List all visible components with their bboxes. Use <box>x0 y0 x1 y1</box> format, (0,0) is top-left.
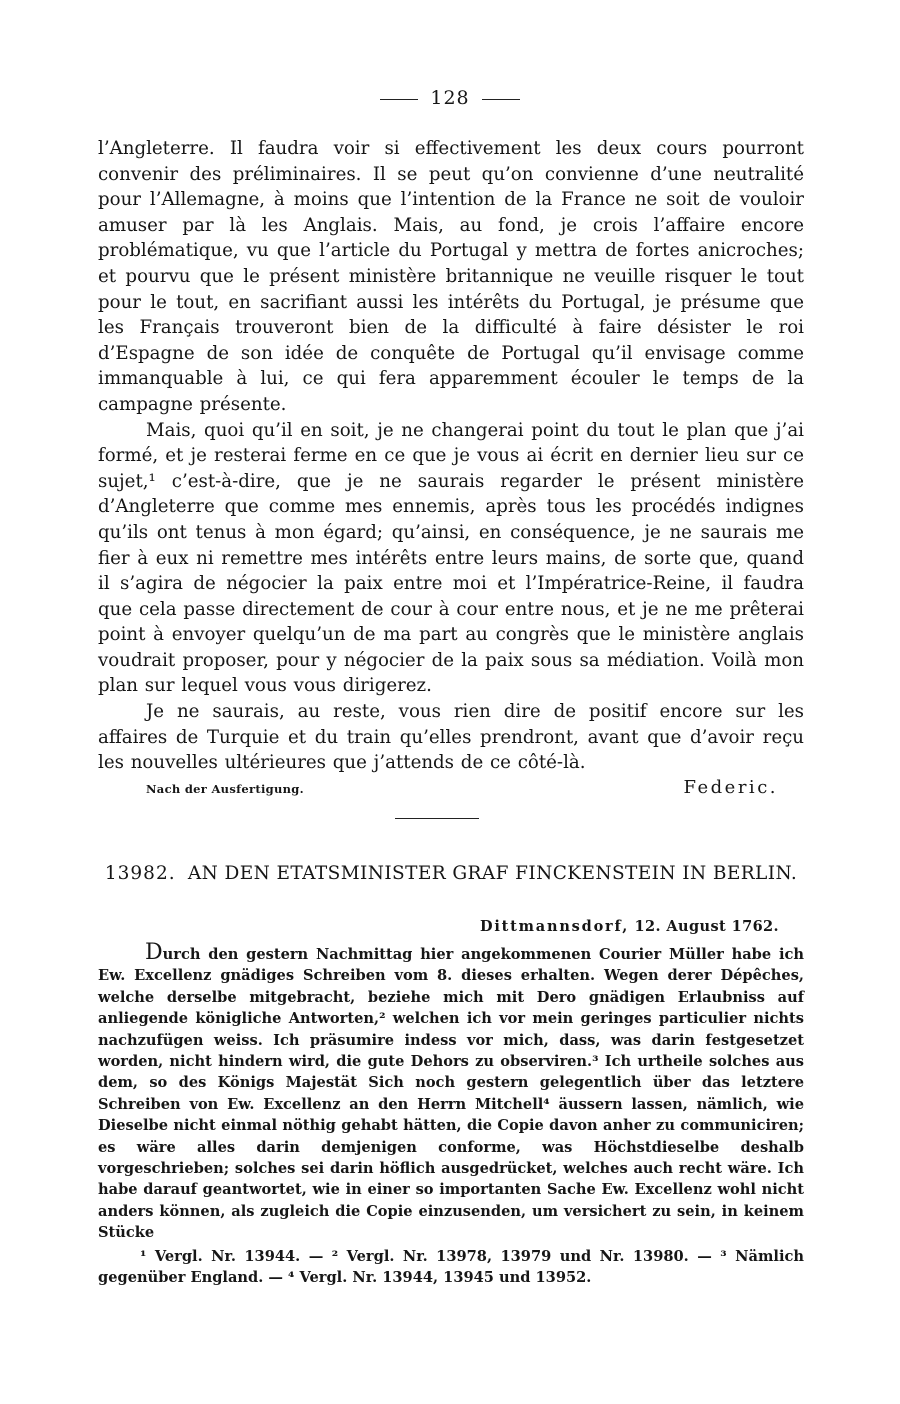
letter-text <box>98 136 804 776</box>
report-text <box>98 942 804 1244</box>
dateline-date: 12. August 1762. <box>634 918 779 935</box>
letter-paragraph: Je ne saurais, au reste, vous rien dire de positif encore sur les affaires de Turquie et du train qu’elles prendront, avant que d’avoir reçu les nouvelles ultérieures que j’attends de ce côté-là. <box>98 701 804 774</box>
letter-closing <box>98 776 804 798</box>
drop-cap: D <box>145 940 163 965</box>
page-number-dash-right <box>482 99 520 100</box>
page-number: 128 <box>430 87 470 109</box>
dateline-place: Dittmannsdorf, <box>479 918 630 935</box>
letter-paragraph: Mais, quoi qu’il en soit, je ne changerai point du tout le plan que j’ai formé, et je resterai ferme en ce que je vous ai écrit en dernier lieu sur ce sujet,¹ c’est-à-dire, que je ne saurais regarder le présent ministère d’Angleterre que comme mes ennemis, après tous les procédés indignes qu’ils ont tenus à mon égard; qu’ainsi, en conséquence, je ne saurais me fier à eux ni remettre mes intérêts entre leurs mains, de sorte que, quand il s’agira de négocier la paix entre moi et l’Impératrice-Reine, il faudra que cela passe directement de cour à cour entre nous, et je ne me prêterai point à envoyer quelqu’un de ma part au congrès que le ministère anglais voudrait proposer, pour y négocier de la paix sous sa médiation. Voilà mon plan sur lequel vous vous dirigerez. <box>98 419 804 697</box>
source-note: Nach der Ausfertigung. <box>146 782 304 796</box>
footnotes <box>98 1246 804 1289</box>
footnotes-text: ¹ Vergl. Nr. 13944. — ² Vergl. Nr. 13978, 13979 und Nr. 13980. — ³ Nämlich gegenüber England. — ⁴ Vergl. Nr. 13944, 13945 und 13952. <box>98 1248 804 1287</box>
document-number: 13982. <box>104 863 176 884</box>
document-title: AN DEN ETATSMINISTER GRAF FINCKENSTEIN IN BERLIN. <box>187 863 798 884</box>
document-heading <box>98 862 804 886</box>
letter-paragraph: l’Angleterre. Il faudra voir si effectivement les deux cours pourront convenir des préliminaires. Il se peut qu’on convienne d’une neutralité pour l’Allemagne, à moins que l’intention de la France ne soit de vouloir amuser par là les Anglais. Mais, au fond, je crois l’affaire encore problématique, vu que l’article du Portugal y mettra de fortes anicroches; et pourvu que le présent ministère britannique ne veuille risquer le tout pour le tout, en sacrifiant aussi les intérêts du Portugal, je présume que les Français trouveront bien de la difficulté à faire désister le roi d’Espagne de son idée de conquête de Portugal qu’il envisage comme immanquable à lui, ce qui fera apparemment écouler le temps de la campagne présente. <box>98 138 804 415</box>
page-number-line <box>0 87 900 109</box>
dateline <box>480 918 779 935</box>
report-body: urch den gestern Nachmittag hier angekommenen Courier Müller habe ich Ew. Excellenz gnädiges Schreiben vom 8. dieses erhalten. Wegen derer Dépêches, welche derselbe mitgebracht, beziehe mich mit Dero gnädigen Erlaubniss auf anliegende königliche Antworten,² welchen ich vor mein geringes particulier nichts nachzufügen weiss. Ich präsumire indess vor mich, dass, was darin festgesetzet worden, nicht hindern wird, die gute Dehors zu observiren.³ Ich urtheile solches aus dem, so des Königs Majestät Sich noch gestern gelegentlich über das letztere Schreiben von Ew. Excellenz an den Herrn Mitchell⁴ äussern lassen, nämlich, wie Dieselbe nicht einmal nöthig gehabt hätten, die Copie davon anher zu communiciren; es wäre alles darin demjenigen conforme, was Höchstdieselbe deshalb vorgeschrieben; solches sei darin höflich ausgedrücket, welches auch recht wäre. Ich habe darauf geantwortet, wie in einer so importanten Sache Ew. Excellenz wohl nicht anders können, als zugleich die Copie einzusenden, um versichert zu sein, in keinem Stücke <box>98 946 804 1242</box>
page-number-dash-left <box>380 99 418 100</box>
section-divider <box>395 818 479 819</box>
signature: Federic. <box>683 777 778 798</box>
